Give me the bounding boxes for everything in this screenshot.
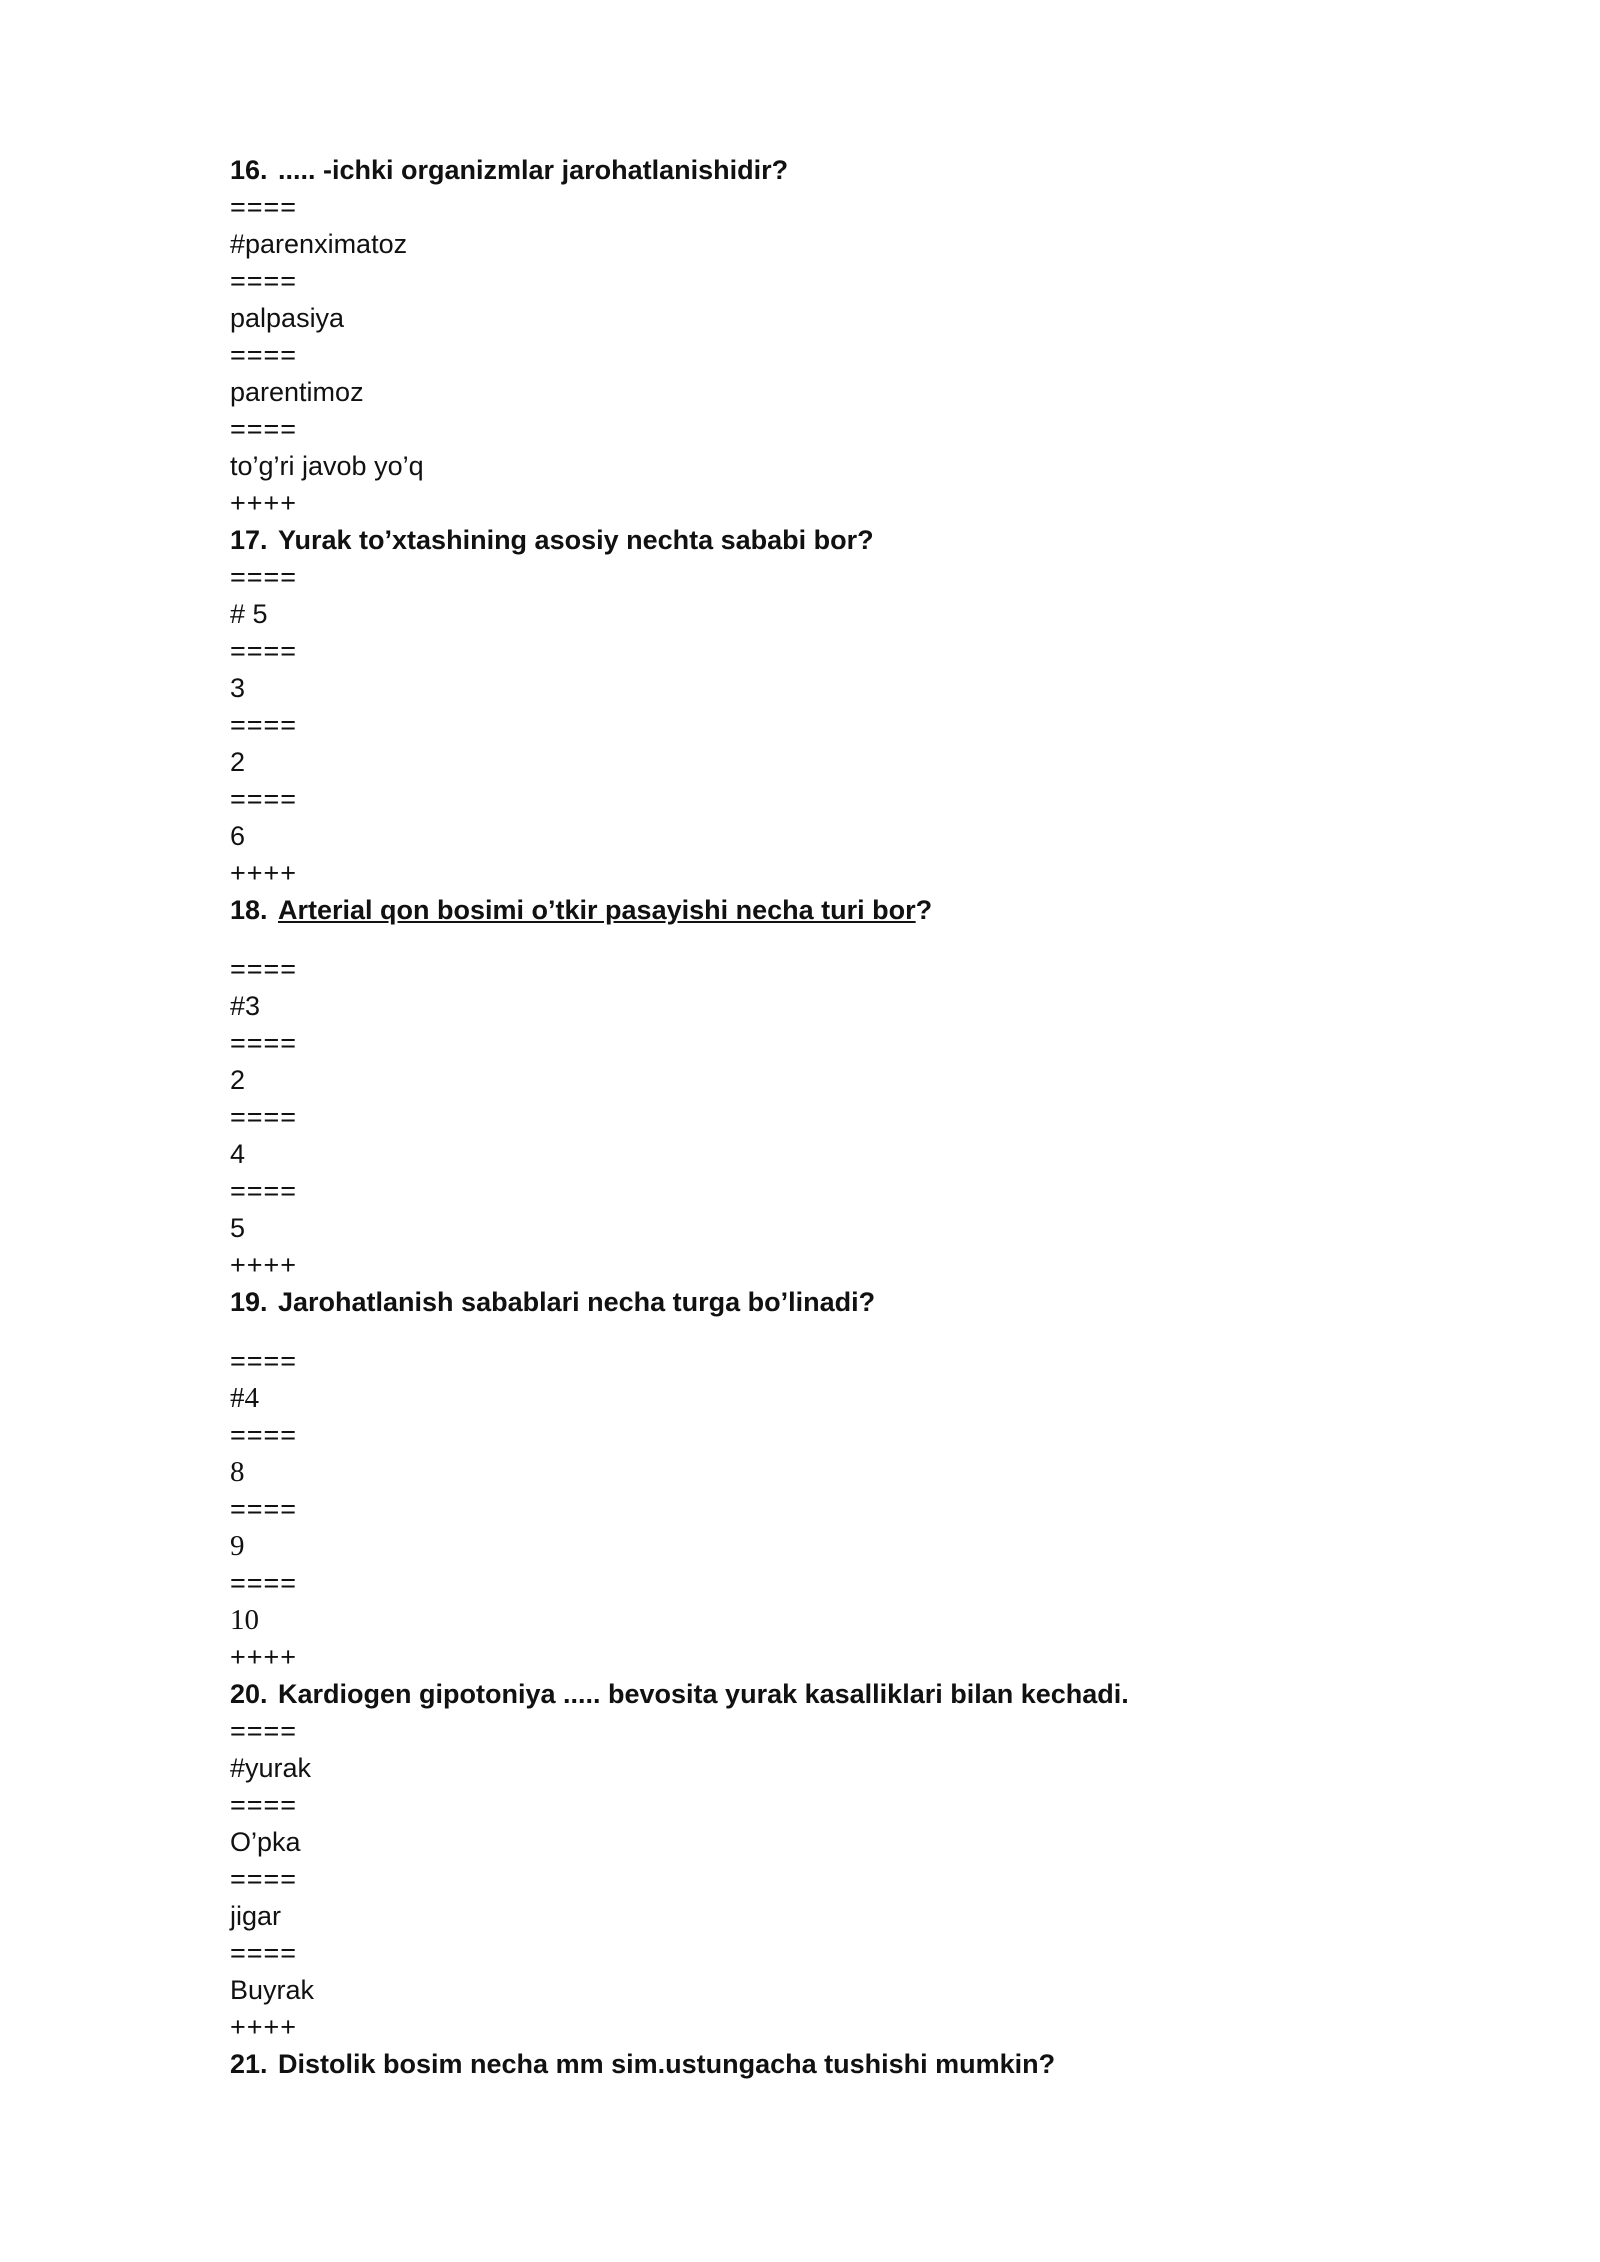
answer-option: palpasiya bbox=[230, 303, 345, 333]
separator: ==== bbox=[230, 1716, 298, 1746]
answer-option: # 5 bbox=[230, 599, 268, 629]
question-number: 16. bbox=[230, 155, 268, 185]
separator: ==== bbox=[230, 784, 298, 814]
separator: ==== bbox=[230, 954, 298, 984]
separator: ==== bbox=[230, 1420, 298, 1450]
answer-option: #3 bbox=[230, 991, 261, 1021]
separator: ==== bbox=[230, 192, 298, 222]
answer-option: 6 bbox=[230, 821, 246, 851]
separator: ==== bbox=[230, 414, 298, 444]
separator: ==== bbox=[230, 636, 298, 666]
answer-option: 2 bbox=[230, 1065, 246, 1095]
answer-option: #4 bbox=[230, 1382, 259, 1414]
question-text: Yurak to’xtashining asosiy nechta sababi bor? bbox=[278, 525, 874, 555]
answer-option: 3 bbox=[230, 673, 246, 703]
separator: ==== bbox=[230, 1028, 298, 1058]
question-21 bbox=[230, 2046, 1430, 2083]
answer-option: 5 bbox=[230, 1213, 246, 1243]
question-text: Kardiogen gipotoniya ..... bevosita yurak kasalliklari bilan kechadi. bbox=[278, 1679, 1129, 1709]
question-number: 17. bbox=[230, 525, 268, 555]
question-19 bbox=[230, 1284, 1430, 1321]
question-16 bbox=[230, 152, 1430, 189]
separator: ==== bbox=[230, 266, 298, 296]
answer-option: 10 bbox=[230, 1604, 259, 1636]
answer-option: 2 bbox=[230, 747, 246, 777]
spacer bbox=[230, 1321, 1430, 1343]
separator: ==== bbox=[230, 562, 298, 592]
answer-option: #parenximatoz bbox=[230, 229, 408, 259]
separator: ==== bbox=[230, 1346, 298, 1376]
question-number: 18. bbox=[230, 895, 268, 925]
answer-option: 8 bbox=[230, 1456, 245, 1488]
question-number: 20. bbox=[230, 1679, 268, 1709]
end-marker: ++++ bbox=[230, 1250, 298, 1280]
question-18 bbox=[230, 892, 1430, 929]
separator: ==== bbox=[230, 1938, 298, 1968]
separator: ==== bbox=[230, 1568, 298, 1598]
question-suffix: ? bbox=[915, 895, 933, 925]
answer-option: jigar bbox=[230, 1901, 282, 1931]
answer-option: 9 bbox=[230, 1530, 245, 1562]
question-20 bbox=[230, 1676, 1430, 1713]
question-17 bbox=[230, 522, 1430, 559]
end-marker: ++++ bbox=[230, 488, 298, 518]
question-text: Distolik bosim necha mm sim.ustungacha tushishi mumkin? bbox=[278, 2049, 1056, 2079]
answer-option: Buyrak bbox=[230, 1975, 315, 2005]
separator: ==== bbox=[230, 710, 298, 740]
answer-option: parentimoz bbox=[230, 377, 364, 407]
answer-option: #yurak bbox=[230, 1753, 312, 1783]
separator: ==== bbox=[230, 1864, 298, 1894]
question-number: 19. bbox=[230, 1287, 268, 1317]
separator: ==== bbox=[230, 1176, 298, 1206]
question-number: 21. bbox=[230, 2049, 268, 2079]
separator: ==== bbox=[230, 1494, 298, 1524]
answer-option: O’pka bbox=[230, 1827, 301, 1857]
question-text: Arterial qon bosimi o’tkir pasayishi necha turi bor bbox=[278, 895, 916, 925]
separator: ==== bbox=[230, 1102, 298, 1132]
question-text: ..... -ichki organizmlar jarohatlanishidir? bbox=[278, 155, 789, 185]
separator: ==== bbox=[230, 1790, 298, 1820]
separator: ==== bbox=[230, 340, 298, 370]
end-marker: ++++ bbox=[230, 1642, 298, 1672]
answer-option: 4 bbox=[230, 1139, 246, 1169]
spacer bbox=[230, 929, 1430, 951]
end-marker: ++++ bbox=[230, 858, 298, 888]
end-marker: ++++ bbox=[230, 2012, 298, 2042]
question-text: Jarohatlanish sabablari necha turga bo’linadi? bbox=[278, 1287, 876, 1317]
quiz-content bbox=[230, 152, 1430, 2083]
answer-option: to’g’ri javob yo’q bbox=[230, 451, 424, 481]
